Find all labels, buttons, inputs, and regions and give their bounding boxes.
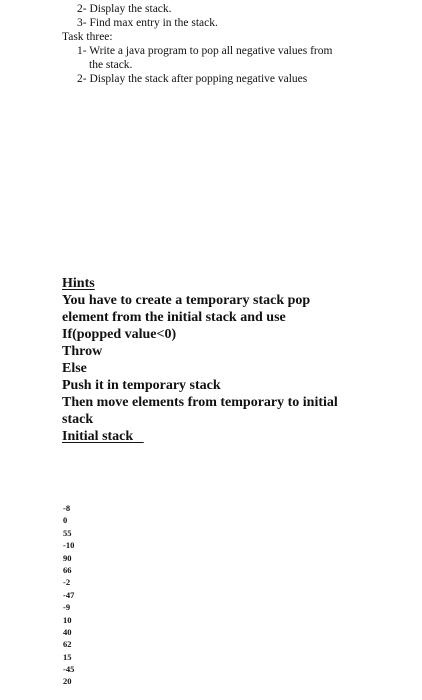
stack-value: -47 xyxy=(63,589,75,600)
stack-value: -9 xyxy=(63,602,71,613)
hint-line: You have to create a temporary stack pop xyxy=(62,293,311,308)
stack-value: 90 xyxy=(63,552,72,563)
hint-line: Then move elements from temporary to initial xyxy=(62,395,338,410)
stack-value: 15 xyxy=(63,651,72,662)
task-three-heading: Task three: xyxy=(62,31,113,43)
hints-title: Hints xyxy=(62,276,95,291)
hint-line: element from the initial stack and use xyxy=(62,310,286,325)
stack-value: -45 xyxy=(63,664,75,675)
stack-value: 40 xyxy=(63,626,72,637)
hint-line: Push it in temporary stack xyxy=(62,378,221,393)
stack-value: 55 xyxy=(63,527,72,538)
initial-stack-label-trailing-rule xyxy=(133,429,144,444)
stack-value: 66 xyxy=(63,564,72,575)
hint-line: If(popped value<0) xyxy=(62,327,177,342)
stack-value: 62 xyxy=(63,639,72,650)
stack-value: 20 xyxy=(63,676,72,687)
hint-line: Throw xyxy=(62,344,103,359)
task-two-item-find-max: 3- Find max entry in the stack. xyxy=(77,17,218,29)
stack-value: -2 xyxy=(63,577,71,588)
stack-value: 10 xyxy=(63,614,72,625)
task-three-item-pop-negatives-line2: the stack. xyxy=(89,59,133,71)
hint-line: stack xyxy=(62,412,94,427)
task-three-item-display-after-pop: 2- Display the stack after popping negative values xyxy=(77,73,308,85)
initial-stack-values xyxy=(63,502,74,688)
task-two-item-display: 2- Display the stack. xyxy=(77,3,172,15)
stack-value: -8 xyxy=(63,503,71,513)
stack-value: -10 xyxy=(63,540,75,551)
hint-line: Else xyxy=(62,361,87,376)
stack-value: 0 xyxy=(63,515,68,526)
initial-stack-label xyxy=(62,428,144,445)
task-three-item-pop-negatives-line1: 1- Write a java program to pop all negative values from xyxy=(77,45,333,57)
initial-stack-label-text: Initial stack xyxy=(62,429,134,444)
